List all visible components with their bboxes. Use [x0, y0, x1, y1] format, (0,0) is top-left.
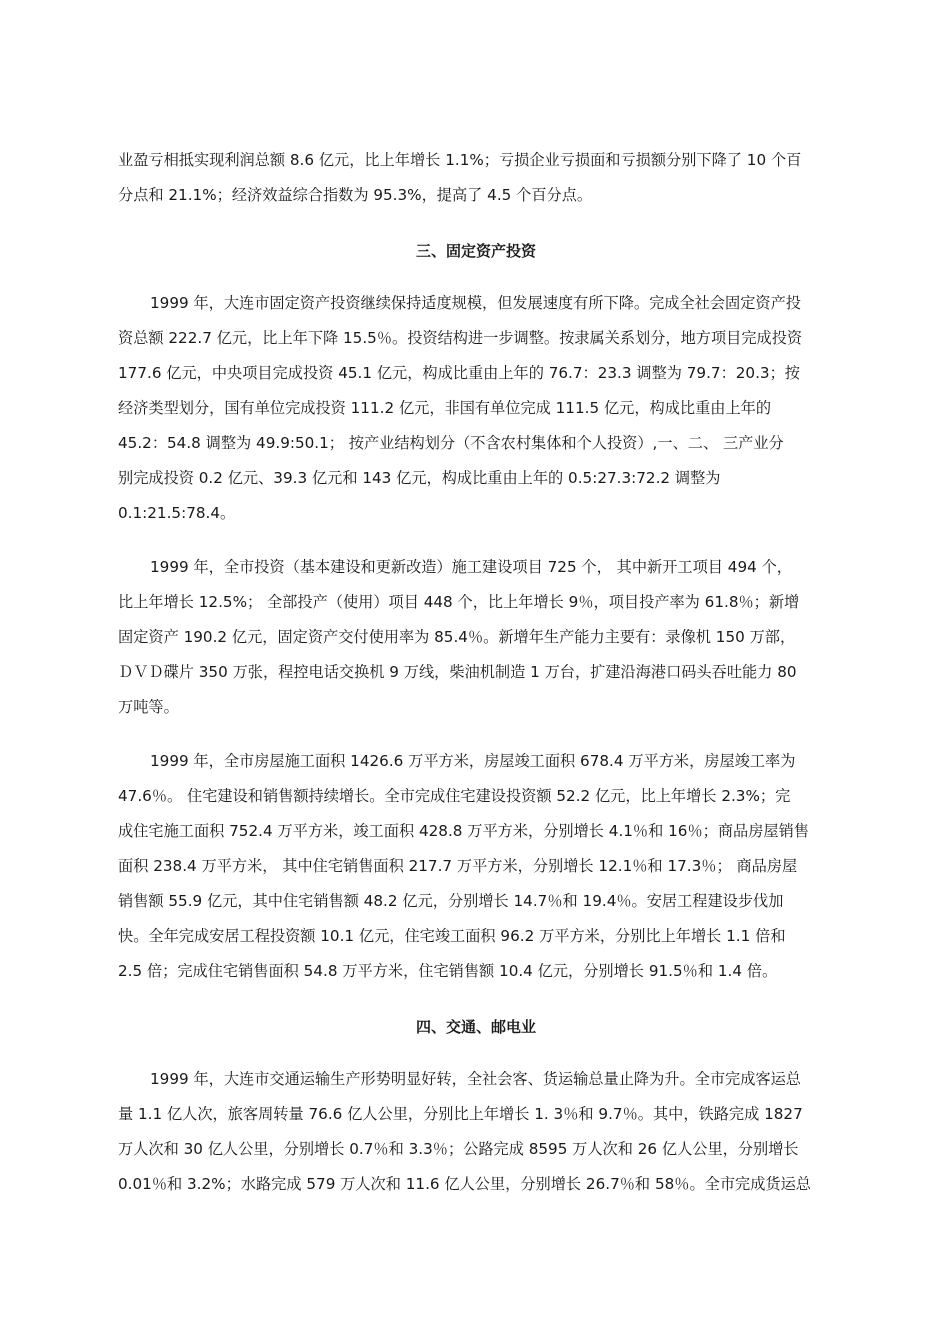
- s3-p3-line-6: 快。全年完成安居工程投资额 10.1 亿元，住宅竣工面积 96.2 万平方米，分别比上年增长 1.1 倍和: [118, 927, 786, 945]
- intro-line-1: 业盈亏相抵实现利润总额 8.6 亿元，比上年增长 1.1%；亏损企业亏损面和亏损额分别下降了 10 个百: [118, 151, 802, 169]
- s3-p3-line-2: 47.6％。 住宅建设和销售额持续增长。全市完成住宅建设投资额 52.2 亿元，比上年增长 2.3%；完: [118, 787, 791, 805]
- s4-p1-line-1: 1999 年，大连市交通运输生产形势明显好转，全社会客、货运输总量止降为升。全市完成客运总: [150, 1070, 801, 1088]
- s3-p1-line-4: 经济类型划分，国有单位完成投资 111.2 亿元，非国有单位完成 111.5 亿元，构成比重由上年的: [118, 399, 772, 417]
- s3-p2-line-4: ＤＶＤ碟片 350 万张，程控电话交换机 9 万线，柴油机制造 1 万台，扩建沿海港口码头吞吐能力 80: [118, 663, 797, 681]
- intro-line-2: 分点和 21.1%；经济效益综合指数为 95.3%，提高了 4.5 个百分点。: [118, 186, 593, 204]
- s3-p1-line-2: 资总额 222.7 亿元，比上年下降 15.5％。投资结构进一步调整。按隶属关系划分，地方项目完成投资: [118, 329, 803, 347]
- s3-p1-line-1: 1999 年，大连市固定资产投资继续保持适度规模，但发展速度有所下降。完成全社会固定资产投: [150, 294, 801, 312]
- s3-p3-line-5: 销售额 55.9 亿元，其中住宅销售额 48.2 亿元，分别增长 14.7％和 19.4％。安居工程建设步伐加: [118, 892, 784, 910]
- s3-p3-line-3: 成住宅施工面积 752.4 万平方米，竣工面积 428.8 万平方米，分别增长 4.1％和 16％；商品房屋销售: [118, 822, 809, 840]
- s4-p1-line-4: 0.01％和 3.2%；水路完成 579 万人次和 11.6 亿人公里，分别增长 26.7％和 58％。全市完成货运总: [118, 1175, 811, 1193]
- s3-p3-line-1: 1999 年，全市房屋施工面积 1426.6 万平方米，房屋竣工面积 678.4 万平方米，房屋竣工率为: [150, 752, 796, 770]
- s3-p2-line-1: 1999 年，全市投资（基本建设和更新改造）施工建设项目 725 个， 其中新开工项目 494 个，: [150, 558, 792, 576]
- s3-p1-line-3: 177.6 亿元，中央项目完成投资 45.1 亿元，构成比重由上年的 76.7：23.3 调整为 79.7：20.3；按: [118, 364, 800, 382]
- section-heading-transport-post: 四、交通、邮电业: [415, 1018, 536, 1036]
- s4-p1-line-3: 万人次和 30 亿人公里，分别增长 0.7％和 3.3％；公路完成 8595 万人次和 26 亿人公里，分别增长: [118, 1140, 799, 1158]
- s3-p3-line-4: 面积 238.4 万平方米， 其中住宅销售面积 217.7 万平方米，分别增长 12.1％和 17.3％； 商品房屋: [118, 857, 798, 875]
- s3-p1-line-6: 别完成投资 0.2 亿元、39.3 亿元和 143 亿元，构成比重由上年的 0.5:27.3:72.2 调整为: [118, 469, 721, 487]
- s3-p2-line-2: 比上年增长 12.5%； 全部投产（使用）项目 448 个，比上年增长 9％，项目投产率为 61.8％；新增: [118, 593, 800, 611]
- s3-p2-line-3: 固定资产 190.2 亿元，固定资产交付使用率为 85.4％。新增年生产能力主要有：录像机 150 万部，: [118, 628, 796, 646]
- s3-p1-line-5: 45.2：54.8 调整为 49.9:50.1； 按产业结构划分（不含农村集体和个人投资）,一、二、 三产业分: [118, 434, 784, 452]
- s3-p2-line-5: 万吨等。: [118, 698, 179, 716]
- section-heading-fixed-asset-investment: 三、固定资产投资: [415, 242, 536, 260]
- s3-p3-line-7: 2.5 倍；完成住宅销售面积 54.8 万平方米，住宅销售额 10.4 亿元，分别增长 91.5％和 1.4 倍。: [118, 962, 778, 980]
- s3-p1-line-7: 0.1:21.5:78.4。: [118, 504, 236, 522]
- s4-p1-line-2: 量 1.1 亿人次，旅客周转量 76.6 亿人公里，分别比上年增长 1. 3％和 9.7％。其中，铁路完成 1827: [118, 1105, 803, 1123]
